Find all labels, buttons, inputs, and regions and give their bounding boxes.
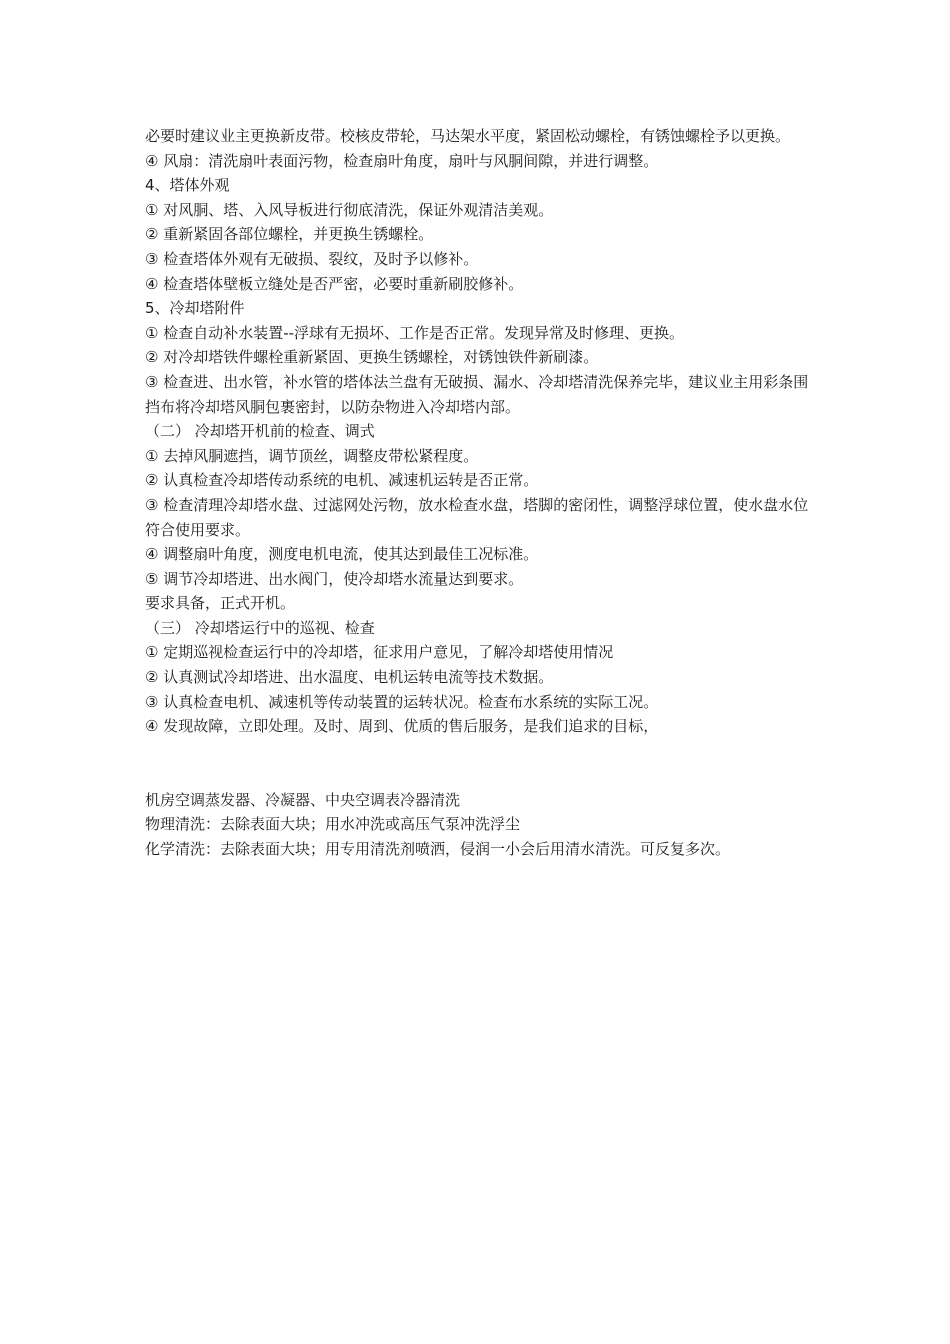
document-page (145, 124, 813, 862)
list-item: ① 去掉风胴遮挡，调节顶丝，调整皮带松紧程度。 (145, 446, 479, 465)
list-item: ④ 检查塔体壁板立缝处是否严密，必要时重新刷胶修补。 (145, 274, 524, 293)
paragraph-physical-cleaning: 物理清洗：去除表面大块；用水冲洗或高压气泵冲洗浮尘 (145, 815, 521, 834)
heading-operation-inspection: （三） 冷却塔运行中的巡视、检查 (145, 618, 375, 637)
list-item: ③ 检查清理冷却塔水盘、过滤网处污物，放水检查水盘，塔脚的密闭性，调整浮球位置，使水盘水位符合使用要求。 (145, 495, 809, 539)
paragraph-start-machine: 要求具备，正式开机。 (145, 594, 296, 613)
list-item: ③ 检查塔体外观有无破损、裂纹，及时予以修补。 (145, 249, 479, 268)
maintenance-section (145, 124, 813, 739)
paragraph-fan-cleaning: ④ 风扇：清洗扇叶表面污物，检查扇叶角度，扇叶与风胴间隙，并进行调整。 (145, 151, 659, 170)
list-item: ② 认真测试冷却塔进、出水温度、电机运转电流等技术数据。 (145, 668, 554, 687)
heading-tower-accessories: 5、冷却塔附件 (145, 299, 245, 318)
section-spacer (145, 739, 813, 788)
heading-tower-appearance: 4、塔体外观 (145, 176, 230, 195)
heading-pre-start-check: （二） 冷却塔开机前的检查、调式 (145, 422, 375, 441)
paragraph-chemical-cleaning: 化学清洗：去除表面大块；用专用清洗剂喷洒，侵润一小会后用清水清洗。可反复多次。 (145, 840, 731, 859)
list-item: ④ 发现故障，立即处理。及时、周到、优质的售后服务，是我们追求的目标， (145, 717, 659, 736)
list-item: ① 对风胴、塔、入风导板进行彻底清洗，保证外观清洁美观。 (145, 200, 554, 219)
list-item: ④ 调整扇叶角度，测度电机电流，使其达到最佳工况标准。 (145, 545, 539, 564)
list-item: ① 检查自动补水装置--浮球有无损坏、工作是否正常。发现异常及时修理、更换。 (145, 323, 685, 342)
cleaning-section (145, 788, 813, 862)
list-item: ③ 认真检查电机、减速机等传动装置的运转状况。检查布水系统的实际工况。 (145, 692, 659, 711)
paragraph-belt-replacement: 必要时建议业主更换新皮带。校核皮带轮，马达架水平度，紧固松动螺栓，有锈蚀螺栓予以更换。 (145, 127, 791, 145)
list-item: ③ 检查进、出水管，补水管的塔体法兰盘有无破损、漏水、冷却塔清洗保养完毕，建议业主用彩条围挡布将冷却塔风胴包裹密封，以防杂物进入冷却塔内部。 (145, 372, 809, 416)
list-item: ② 对冷却塔铁件螺栓重新紧固、更换生锈螺栓，对锈蚀铁件新刷漆。 (145, 348, 599, 367)
list-item: ② 认真检查冷却塔传动系统的电机、减速机运转是否正常。 (145, 471, 539, 490)
heading-evaporator-cleaning: 机房空调蒸发器、冷凝器、中央空调表冷器清洗 (145, 790, 461, 809)
list-item: ① 定期巡视检查运行中的冷却塔，征求用户意见，了解冷却塔使用情况 (145, 643, 614, 662)
list-item: ⑤ 调节冷却塔进、出水阀门，使冷却塔水流量达到要求。 (145, 569, 524, 588)
list-item: ② 重新紧固各部位螺栓，并更换生锈螺栓。 (145, 225, 434, 244)
